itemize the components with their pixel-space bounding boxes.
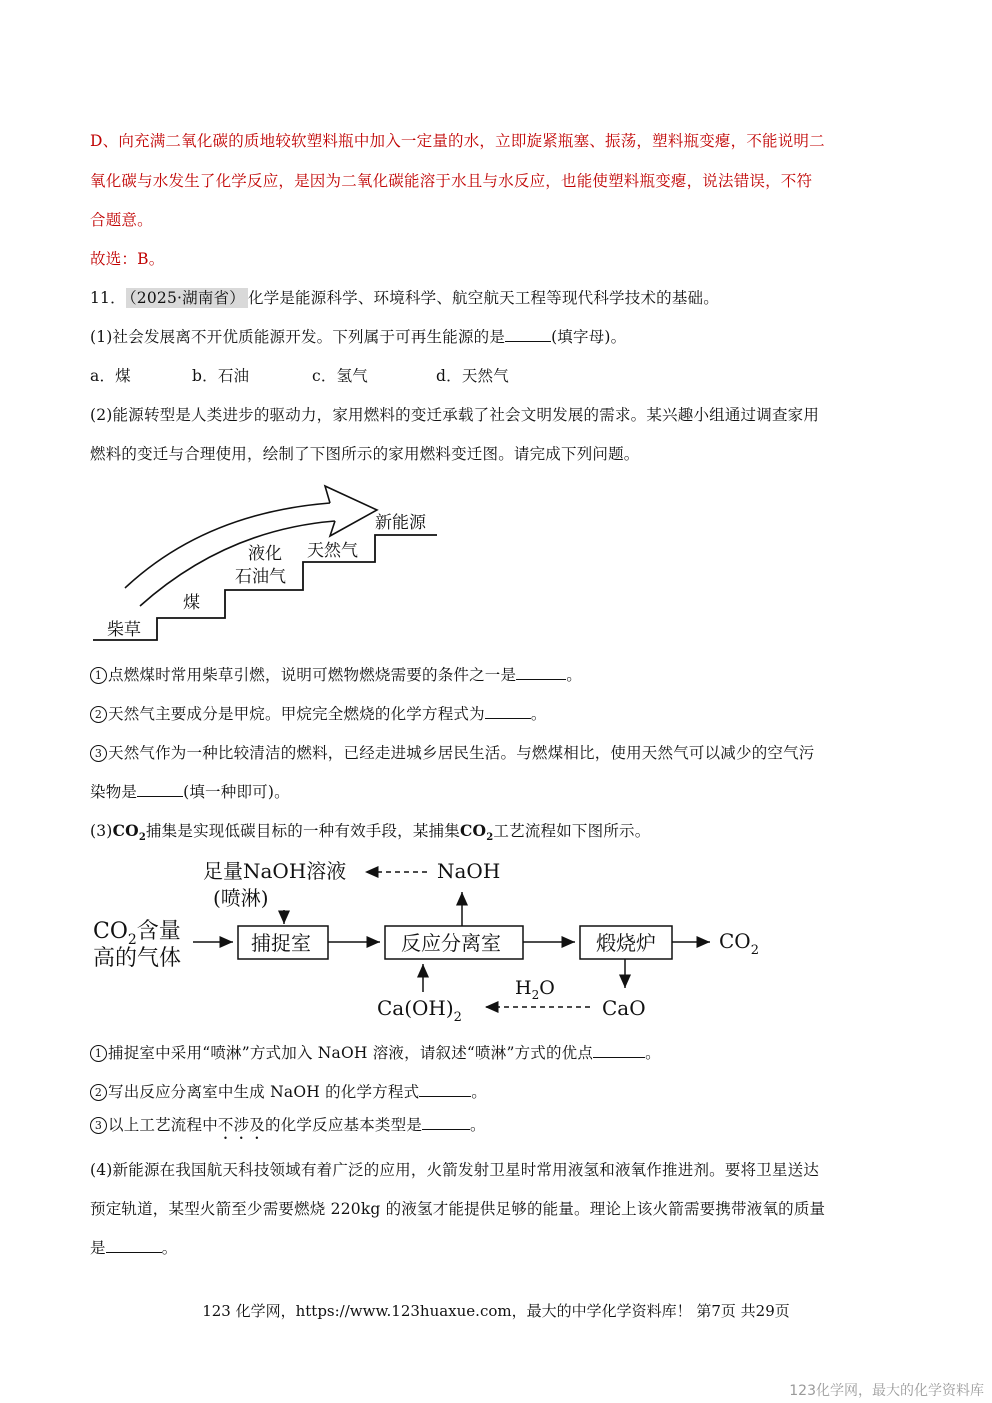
- q11-sub2-3-line2: [90, 780, 290, 802]
- co2-co: CO: [460, 821, 487, 840]
- answer-blank: [485, 704, 531, 719]
- q11-stem: 化学是能源科学、环境科学、航空航天工程等现代科学技术的基础。: [247, 289, 719, 307]
- circled-number-icon: 2: [90, 1084, 107, 1101]
- q11-sub3-2: [90, 1080, 487, 1102]
- input-gas-line1: $CO_2$含量: [93, 919, 181, 948]
- fuel-evolution-diagram: [85, 478, 445, 648]
- q11-sub3-1: [90, 1041, 661, 1063]
- co2-co: CO: [112, 821, 139, 840]
- page-footer: 123 化学网，https://www.123huaxue.com，最大的中学化学资料库！ 第7页 共29页: [202, 1302, 790, 1320]
- q11-sub2-1: [90, 663, 582, 685]
- q11-sub3-3: [90, 1113, 486, 1143]
- q11-part4-line2: 预定轨道，某型火箭至少需要燃烧 220kg 的液氢才能提供足够的能量。理论上该火箭需要携带液氧的质量: [90, 1200, 826, 1218]
- sub3-3-suffix: 。: [470, 1116, 486, 1134]
- answer-blank: [106, 1238, 162, 1253]
- cao-label: CaO: [602, 996, 646, 1020]
- answer-d-line1: D、向充满二氧化碳的质地较软塑料瓶中加入一定量的水，立即旋紧瓶塞、振荡，塑料瓶变瘪，不能说明二: [90, 132, 825, 150]
- co2-sub: 2: [138, 832, 146, 844]
- co2-capture-flowchart: [85, 852, 785, 1027]
- co2-formula: [112, 821, 146, 844]
- sub2-3-suffix: (填一种即可)。: [183, 783, 290, 801]
- q11-part2-line1: (2)能源转型是人类进步的驱动力，家用燃料的变迁承载了社会文明发展的需求。某兴趣小组通过调查家用: [90, 406, 820, 424]
- answer-blank: [516, 665, 566, 680]
- answer-blank: [137, 782, 183, 797]
- q11-number: 11．: [90, 289, 126, 307]
- part3-suffix: 工艺流程如下图所示。: [493, 822, 651, 840]
- step-coal: 煤: [183, 593, 200, 613]
- q11-part4-line1: (4)新能源在我国航天科技领域有着广泛的应用，火箭发射卫星时常用液氢和液氧作推进剂。要将卫星送达: [90, 1161, 820, 1179]
- sub2-1-suffix: 。: [566, 666, 582, 684]
- q11-header: [90, 286, 719, 308]
- q11-part1: [90, 325, 626, 347]
- arrow-curve-outer: [125, 503, 330, 588]
- naoh-solution-label: 足量NaOH溶液: [203, 859, 347, 883]
- sub2-3-text: 天然气作为一种比较清洁的燃料，已经走进城乡居民生活。与燃煤相比，使用天然气可以减少的空气污: [108, 744, 815, 762]
- q11-part1-suffix: (填字母)。: [551, 328, 627, 346]
- spray-label: (喷淋): [213, 886, 269, 910]
- part3-num: (3): [90, 822, 113, 840]
- part4-suffix: 。: [161, 1239, 178, 1257]
- circled-number-icon: 3: [90, 745, 107, 762]
- q11-sub2-3-line1: [90, 741, 815, 763]
- naoh-label: NaOH: [437, 859, 501, 883]
- co2-out-label: $CO_2$: [719, 929, 759, 958]
- answer-d-line2: 氧化碳与水发生了化学反应，是因为二氧化碳能溶于水且与水反应，也能使塑料瓶变瘪，说法错误，不符: [90, 172, 813, 190]
- q11-options: [90, 364, 509, 386]
- q11-sub2-2: [90, 702, 547, 724]
- option-a: a．煤: [90, 367, 131, 385]
- answer-d-line3: 合题意。: [90, 211, 153, 229]
- q11-part2-line2: 燃料的变迁与合理使用，绘制了下图所示的家用燃料变迁图。请完成下列问题。: [90, 445, 640, 463]
- answer-choice: 故选：B。: [90, 250, 165, 268]
- step-new-energy: 新能源: [375, 513, 426, 533]
- step-chaicao: 柴草: [107, 620, 141, 640]
- input-gas-line2: 高的气体: [93, 946, 182, 971]
- step-natural-gas: 天然气: [307, 541, 358, 561]
- sub2-3-prefix: 染物是: [90, 783, 138, 801]
- calciner-label: 煅烧炉: [596, 931, 656, 955]
- part3-text: 捕集是实现低碳目标的一种有效手段，某捕集: [145, 822, 460, 840]
- sub2-2-suffix: 。: [530, 705, 547, 723]
- caoh2-label: $Ca(OH)_2$: [377, 996, 462, 1025]
- h2o-label: $H_2O$: [515, 977, 555, 1002]
- arrow-head-icon: [325, 486, 377, 536]
- q11-part3: [90, 819, 650, 843]
- option-d: d．天然气: [436, 367, 509, 385]
- answer-blank: [505, 327, 551, 342]
- sub3-2-text: 写出反应分离室中生成 NaOH 的化学方程式: [108, 1083, 420, 1101]
- circled-number-icon: 3: [90, 1117, 107, 1134]
- sub2-1-text: 点燃煤时常用柴草引燃，说明可燃物燃烧需要的条件之一是: [108, 666, 517, 684]
- q11-part1-text: (1)社会发展离不开优质能源开发。下列属于可再生能源的是: [90, 328, 506, 346]
- watermark: 123化学网，最大的化学资料库: [789, 1383, 984, 1399]
- sub3-2-suffix: 。: [471, 1083, 487, 1101]
- q11-part4-line3: [90, 1236, 177, 1258]
- capture-chamber-label: 捕捉室: [251, 931, 311, 955]
- option-b: b．石油: [192, 367, 250, 385]
- sub2-2-text: 天然气主要成分是甲烷。甲烷完全燃烧的化学方程式为: [108, 705, 485, 723]
- sub3-1-suffix: 。: [645, 1044, 661, 1062]
- q11-source-tag: （2025·湖南省）: [126, 288, 248, 308]
- co2-formula: [460, 821, 494, 844]
- sub3-1-text: 捕捉室中采用“喷淋”方式加入 NaOH 溶液，请叙述“喷淋”方式的优点: [108, 1044, 594, 1062]
- circled-number-icon: 1: [90, 667, 107, 684]
- step-lpg-line1: 液化: [248, 544, 282, 564]
- answer-blank: [422, 1115, 470, 1130]
- step-lpg-line2: 石油气: [235, 567, 286, 587]
- answer-blank: [419, 1082, 471, 1097]
- reaction-separation-label: 反应分离室: [401, 931, 501, 955]
- part4-prefix: 是: [90, 1239, 106, 1257]
- sub3-3-text-mid: 的化学反应基本类型是: [265, 1116, 423, 1134]
- sub3-3-text: 以上工艺流程中: [108, 1116, 218, 1134]
- emphasis-text: 不涉及: [217, 1116, 266, 1134]
- circled-number-icon: 2: [90, 706, 107, 723]
- arrow-curve-inner: [140, 521, 335, 606]
- answer-blank: [593, 1043, 645, 1058]
- circled-number-icon: 1: [90, 1045, 107, 1062]
- co2-sub: 2: [486, 832, 494, 844]
- option-c: c．氢气: [312, 367, 368, 385]
